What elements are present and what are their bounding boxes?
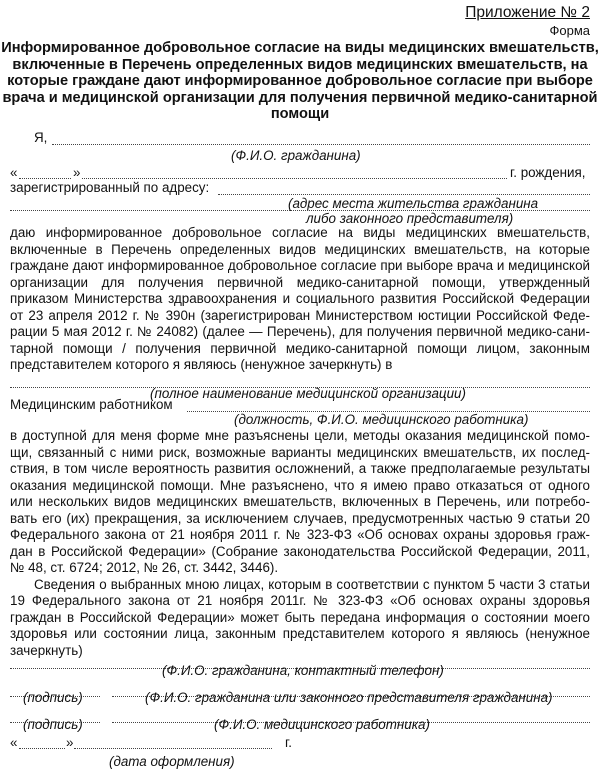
med-worker-label: Медицинским работником [10, 397, 173, 412]
body-para3-line: граждан в Российской Федерации» может быть передана информация о состоянии моего [10, 610, 590, 625]
body-para2-line: в доступной для меня форме мне разъяснены цели, методы оказания медицинской помо- [10, 428, 590, 443]
date-quote-close: » [66, 735, 74, 750]
date-month-line[interactable] [74, 748, 272, 749]
birth-suffix: г. рождения, [510, 165, 586, 180]
birth-month-line[interactable] [82, 178, 507, 179]
body-para1-line: от 23 апреля 2012 г. № 390н (зарегистрирован Министерством юстиции Российской Феде- [10, 308, 590, 323]
body-para1-line: даю информированное добровольное согласие на виды медицинских вмешательств, [10, 225, 590, 240]
organization-caption: (полное наименование медицинской организации) [150, 386, 466, 401]
address-caption-2: либо законного представителя) [306, 211, 514, 226]
quote-open: « [10, 165, 18, 180]
date-caption: (дата оформления) [109, 754, 235, 769]
body-para2-line: вать его (их) прекращения, за исключением случаев, предусмотренных частью 9 статьи 20 [10, 511, 590, 526]
body-para1-line: рации 5 мая 2012 г. № 24082) (далее — Перечень), для получения первичной медико-сани- [10, 324, 590, 339]
body-para2-line: оказания медицинской помощи. Мне разъяснено, что я имею право отказаться от одного [10, 478, 590, 493]
contact-caption: (Ф.И.О. гражданина, контактный телефон) [162, 663, 444, 678]
body-para2-line: щи, связанный с ними риск, возможные варианты медицинских вмешательств, их послед- [10, 445, 590, 460]
form-label: Форма [549, 23, 590, 38]
body-para3-line: 19 Федерального закона от 21 ноября 2011г. № 323-ФЗ «Об основах охраны здоровья [10, 593, 590, 608]
body-para1-line: включенные в Перечень определенных видов медицинских вмешательств, на которые [10, 242, 590, 257]
birth-day-line[interactable] [19, 178, 71, 179]
date-suffix: г. [285, 735, 292, 750]
worker-name-caption: (Ф.И.О. медицинского работника) [214, 717, 430, 732]
worker-signature-caption: (подпись) [23, 717, 83, 732]
citizen-name-caption: (Ф.И.О. гражданина или законного представителя гражданина) [145, 690, 553, 705]
body-para1-line: тарной помощи / получения первичной медико-санитарной помощи лицом, законным [10, 341, 590, 356]
citizen-signature-caption: (подпись) [23, 690, 83, 705]
body-para2-line: Федерального закона от 21 ноября 2011 г. № 323-ФЗ «Об основах охраны здоровья граж- [10, 527, 590, 542]
body-para2-line: ствия, в том числе вероятность развития осложнений, а также предполагаемые результаты [10, 461, 590, 476]
body-para3-line: зачеркнуть) [10, 643, 83, 658]
body-para3-line: здоровья или состоянии лица, законным представителем которого я являюсь (ненужное [10, 626, 590, 641]
ya-label: Я, [34, 130, 48, 145]
date-quote-open: « [10, 735, 18, 750]
body-para2-line: № 48, ст. 6724; 2012, № 26, ст. 3442, 3446). [10, 560, 279, 575]
fio-caption: (Ф.И.О. гражданина) [231, 148, 361, 163]
document-title: Информированное добровольное согласие на виды медицинских вмешательств, включенные в Перечень определенных видов медицинских вмешательств, на которые граждане дают информированное добровольное согласие при выборе врача и медицинской организации для получения первичной медико-санитарной помощи [1, 40, 599, 123]
fio-line[interactable] [52, 144, 590, 145]
registered-label: зарегистрированный по адресу: [10, 180, 210, 195]
address-line[interactable] [218, 194, 590, 195]
quote-close: » [73, 165, 81, 180]
body-para3-line: Сведения о выбранных мною лицах, которым в соответствии с пунктом 5 части 3 статьи [34, 577, 590, 592]
date-day-line[interactable] [19, 748, 65, 749]
appendix-label: Приложение № 2 [465, 4, 590, 21]
med-worker-caption: (должность, Ф.И.О. медицинского работника) [234, 412, 529, 427]
address-caption-1: (адрес места жительства гражданина [288, 196, 539, 211]
body-para1-line: организации для получения первичной медико-санитарной помощи, утвержденный [10, 275, 590, 290]
body-para1-line: граждане дают информированное добровольное согласие при выборе врача и медицинской [10, 258, 590, 273]
body-para1-line: приказом Министерства здравоохранения и социального развития Российской Федерации [10, 291, 590, 306]
body-para1-line: представителем которого я являюсь (ненужное зачеркнуть) в [10, 357, 393, 372]
body-para2-line: или нескольких видов медицинских вмешательств, включенных в Перечень, или потребо- [10, 494, 590, 509]
body-para2-line: дан в Российской Федерации» (Собрание законодательства Российской Федерации, 2011, [10, 544, 590, 559]
